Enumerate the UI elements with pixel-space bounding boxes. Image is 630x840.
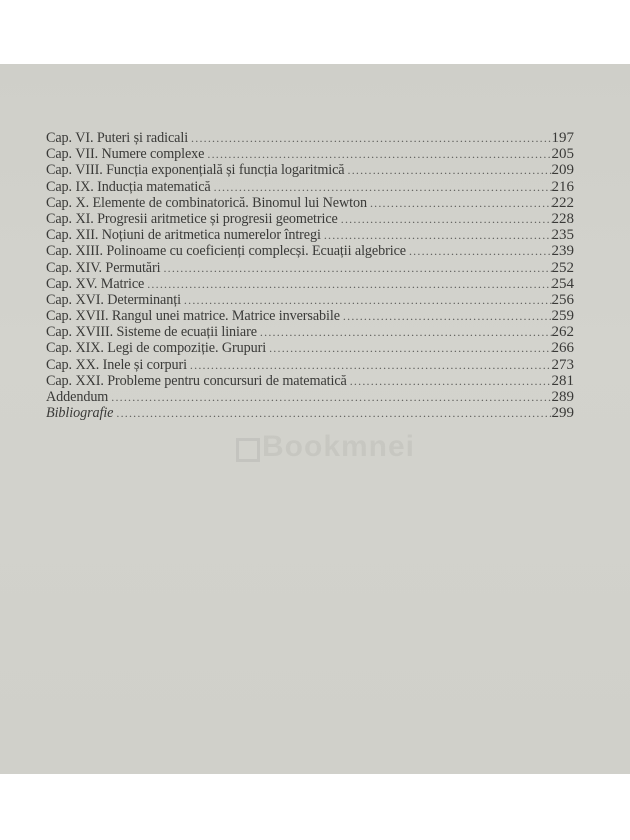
toc-dot-leader — [321, 227, 552, 243]
toc-entry — [46, 373, 574, 389]
toc-entry-title: Cap. VIII. Funcția exponențială și funcția logaritmică — [46, 162, 345, 179]
toc-entry-title: Cap. XI. Progresii aritmetice și progresii geometrice — [46, 210, 338, 227]
toc-entry-page: 299 — [551, 405, 574, 422]
toc-entry-page: 266 — [551, 340, 574, 357]
toc-entry — [46, 146, 574, 162]
toc-entry — [46, 340, 574, 356]
toc-dot-leader — [144, 276, 551, 292]
toc-entry — [46, 227, 574, 243]
toc-entry-title: Cap. XIV. Permutări — [46, 259, 161, 276]
watermark-box-icon — [236, 438, 260, 462]
toc-entry-title: Cap. XVIII. Sisteme de ecuații liniare — [46, 324, 257, 341]
toc-entry-title: Cap. VII. Numere complexe — [46, 146, 205, 163]
toc-entry-title: Cap. X. Elemente de combinatorică. Binomul lui Newton — [46, 194, 367, 211]
toc-entry-title: Cap. XII. Noțiuni de aritmetica numerelor întregi — [46, 227, 321, 244]
toc-entry — [46, 308, 574, 324]
toc-entry-page: 197 — [551, 130, 574, 146]
toc-dot-leader — [257, 324, 552, 340]
toc-entry-title: Cap. XV. Matrice — [46, 275, 145, 292]
toc-entry — [46, 162, 574, 178]
toc-dot-leader — [188, 130, 551, 146]
toc-entry — [46, 195, 574, 211]
toc-entry — [46, 260, 574, 276]
toc-entry-title: Cap. IX. Inducția matematică — [46, 178, 211, 195]
toc-entry-title: Addendum — [46, 389, 109, 405]
watermark-text: Bookmnei — [262, 430, 416, 463]
toc-entry-title: Cap. XIII. Polinoame cu coeficienți complecși. Ecuații algebrice — [46, 243, 406, 260]
watermark-logo — [236, 422, 416, 482]
toc-entry — [46, 130, 574, 146]
toc-entry-page: 289 — [551, 389, 574, 405]
toc-dot-leader — [160, 260, 551, 276]
toc-entry-page: 254 — [551, 275, 574, 292]
toc-dot-leader — [204, 146, 551, 162]
toc-entry-title: Cap. VI. Puteri și radicali — [46, 130, 189, 146]
toc-entry — [46, 211, 574, 227]
toc-entry — [46, 292, 574, 308]
toc-entry-title: Bibliografie — [46, 405, 114, 422]
toc-entry-title: Cap. XX. Inele și corpuri — [46, 356, 187, 373]
toc-entry-title: Cap. XVII. Rangul unei matrice. Matrice inversabile — [46, 308, 340, 325]
toc-entry-page: 239 — [551, 243, 574, 260]
toc-dot-leader — [338, 211, 552, 227]
toc-dot-leader — [113, 405, 551, 421]
toc-entry — [46, 405, 574, 421]
toc-dot-leader — [367, 195, 552, 211]
toc-entry — [46, 357, 574, 373]
toc-entry — [46, 179, 574, 195]
toc-entry-title: Cap. XVI. Determinanți — [46, 291, 181, 308]
toc-dot-leader — [187, 357, 552, 373]
toc-dot-leader — [347, 373, 552, 389]
toc-entry — [46, 276, 574, 292]
toc-entry-page: 256 — [551, 291, 574, 308]
toc-entry — [46, 243, 574, 259]
book-page — [0, 64, 630, 774]
toc-entry-page: 228 — [551, 210, 574, 227]
toc-dot-leader — [108, 389, 551, 405]
toc-dot-leader — [211, 179, 552, 195]
toc-entry — [46, 389, 574, 405]
toc-dot-leader — [266, 340, 551, 356]
toc-entry-page: 216 — [551, 178, 574, 195]
toc-entry — [46, 324, 574, 340]
toc-entry-title: Cap. XXI. Probleme pentru concursuri de matematică — [46, 372, 347, 389]
toc-entry-page: 262 — [551, 324, 574, 341]
toc-entry-page: 205 — [551, 146, 574, 163]
toc-entry-page: 281 — [551, 372, 574, 389]
toc-dot-leader — [340, 308, 552, 324]
toc-entry-title: Cap. XIX. Legi de compoziție. Grupuri — [46, 340, 267, 357]
toc-entry-page: 252 — [551, 259, 574, 276]
toc-entry-page: 209 — [551, 162, 574, 179]
toc-dot-leader — [345, 162, 552, 178]
toc-dot-leader — [406, 243, 552, 259]
table-of-contents — [46, 130, 574, 421]
toc-entry-page: 222 — [551, 194, 574, 211]
toc-entry-page: 235 — [551, 227, 574, 244]
toc-dot-leader — [181, 292, 552, 308]
toc-entry-page: 273 — [551, 356, 574, 373]
toc-entry-page: 259 — [551, 308, 574, 325]
